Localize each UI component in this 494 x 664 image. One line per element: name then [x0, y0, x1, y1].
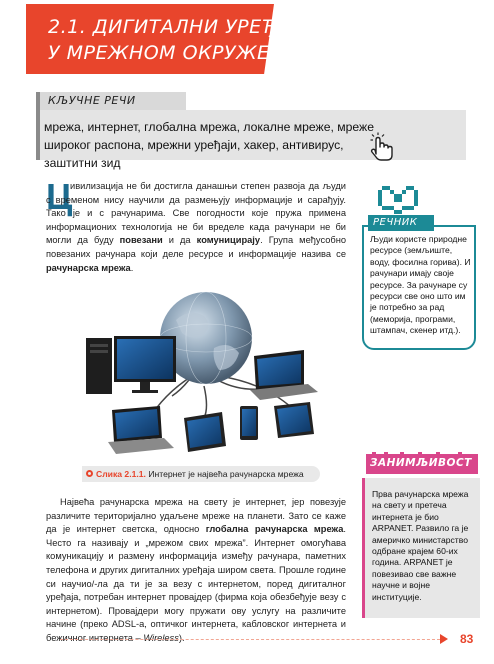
drop-cap-letter: Ц: [46, 176, 73, 217]
chapter-title-line-2: У МРЕЖНОМ ОКРУЖЕЊУ: [48, 42, 302, 64]
glossary-label: РЕЧНИК: [368, 215, 434, 231]
tablet: [184, 412, 226, 452]
intro-paragraph: ивилизација не би достигла данашњи степен развоја да људи с временом нису научили да размењују информације и сарађују. Тако је и с рачунарима. Све погодности које пружа примена информационих технологија не би вределе када рачунари не би могли да буду повезани и да комуницирају. Група међусобно повезаних рачунара који деле ресурсе и информације назива се рачунарска мрежа.: [46, 181, 347, 273]
fun-fact-text: Прва рачунарска мрежа на свету и претеча интернета је био ARPANET. Развило га је америчко министарство одбране крајем 60-их година. ARPANET је повезивао све важне научне и војне институције.: [372, 489, 469, 602]
keywords-text: мрежа, интернет, глобална мрежа, локалне мреже, мреже широког распона, мрежни уређаји, хакер, антивирус, заштитни зид: [44, 120, 374, 170]
smartphone: [240, 406, 258, 440]
laptop-right: [250, 350, 318, 400]
internet-paragraph: Највећа рачунарска мрежа на свету је интернет, јер повезује различите територијално удаљене мреже на планети. Зато се каже да је интернет светска, односно глобална рачунарска мрежа. Често га називају и „мрежом свих мрежа”. Интернет омогућава комуникацију и размену информација између рачунара, паметних телефона и других дигиталних уређаја широм света. Прошле године си научио/-ла да ти је за везу с интернетом, поред дигиталног уређаја, потребан интернет провајдер (фирма која обезбеђује везу с интернетом). Провајдери могу пружати ову услугу на различите начине (преко ADSL-а, оптичког интернета, кабловског интернета и бежичног интернета – Wireless).: [46, 497, 346, 643]
footer-divider: [60, 639, 440, 640]
tablet-right: [274, 402, 314, 438]
glossary-text: Људи користе природне ресурсе (земљиште, воду, фосилна горива). И рачунари имају своје ресурсе. За рачунаре су ресурси све оно што им је потребно за рад (меморија, програми, штампач, скенер итд.).: [370, 234, 471, 336]
pointing-hand-icon: [366, 132, 394, 162]
page-number: 83: [460, 632, 474, 646]
desktop-tower: [86, 338, 112, 394]
caption-bullet-icon: [86, 470, 93, 477]
keywords-header: КЉУЧНЕ РЕЧИ: [36, 92, 186, 110]
desktop-monitor: [114, 336, 176, 393]
laptop-bottom: [108, 406, 174, 454]
fun-fact-label: ЗАНИМЉИВОСТ: [370, 457, 472, 469]
network-illustration: [64, 278, 324, 458]
figure-caption: Слика 2.1.1. Интернет је највећа рачунарска мрежа: [96, 469, 304, 479]
pixel-book-icon: [378, 186, 418, 214]
chapter-title-line-1: 2.1. ДИГИТАЛНИ УРЕЂАЈИ: [48, 16, 312, 38]
